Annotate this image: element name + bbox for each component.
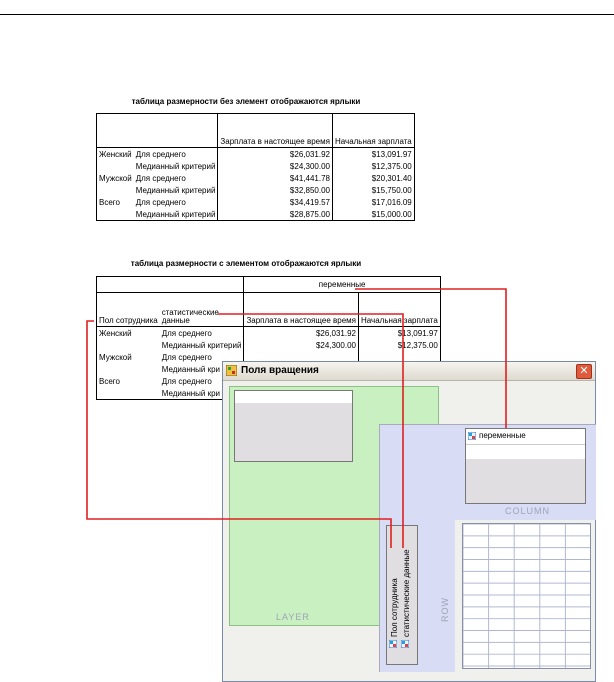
row-field-gender-label[interactable]: Пол сотрудника [390,578,399,637]
table2-title: таблица размерности с элементом отображаются ярлыки [130,259,362,268]
value-current: $32,850.00 [218,184,333,196]
row-group-label: Мужской [97,172,134,184]
value-current: $28,875.00 [218,208,333,221]
row-field-stats-label[interactable]: статистические данные [402,549,411,637]
table2-col-start: Начальная зарплата [358,293,440,327]
value-start: $20,301.40 [332,172,414,184]
value-start: $17,016.09 [332,196,414,208]
column-label: COLUMN [505,506,551,516]
value-start: $13,091.97 [358,327,440,340]
value-start: $13,091.97 [332,148,414,161]
table1-col-start: Начальная зарплата [332,114,414,148]
table2-variables-header: переменные [244,277,440,293]
value-current: $41,441.78 [218,172,333,184]
row-group-label: Мужской [97,351,160,363]
value-start: $15,000.00 [332,208,414,221]
row-stat-label: Для среднего [134,148,218,161]
row-group-label: Всего [97,196,134,208]
value-current: $34,419.57 [218,196,333,208]
row-stat-label: Медианный критерий [134,208,218,221]
connector-stats [218,314,403,548]
row-stat-label: Медианный критерий [160,339,244,351]
row-stat-label: Для среднего [160,327,244,340]
row-stat-label: Медианный кри [160,363,244,375]
row-stat-label: Для среднего [134,196,218,208]
value-start: $12,375.00 [332,160,414,172]
row-stat-label: Для среднего [134,172,218,184]
table1-title: таблица размерности без элемент отображаются ярлыки [131,97,361,106]
close-icon: ✕ [579,365,589,377]
row-stat-label: Медианный критерий [134,184,218,196]
row-stat-label: Медианный кри [160,387,244,400]
table1-col-current: Зарплата в настоящее время [218,114,333,148]
table2-col-current: Зарплата в настоящее время [244,293,359,327]
row-stat-label: Медианный критерий [134,160,218,172]
value-start: $12,375.00 [358,339,440,351]
column-field-label[interactable]: переменные [479,431,526,440]
row-group-label: Женский [97,148,134,161]
layer-label: LAYER [276,612,310,622]
value-current: $24,300.00 [218,160,333,172]
row-label: ROW [440,597,450,622]
table2-gender-header: Пол сотрудника [97,293,160,327]
table2-stats-header: статистические данные [160,293,244,327]
row-group-label: Женский [97,327,160,340]
value-start: $15,750.00 [332,184,414,196]
connector-variables [355,289,506,428]
row-stat-label: Для среднего [160,375,244,387]
connector-gender [87,321,391,548]
value-current: $26,031.92 [244,327,359,340]
row-group-label: Всего [97,375,160,387]
value-current: $26,031.92 [218,148,333,161]
row-stat-label: Для среднего [160,351,244,363]
window-title: Поля вращения [241,365,319,376]
value-current: $24,300.00 [244,339,359,351]
